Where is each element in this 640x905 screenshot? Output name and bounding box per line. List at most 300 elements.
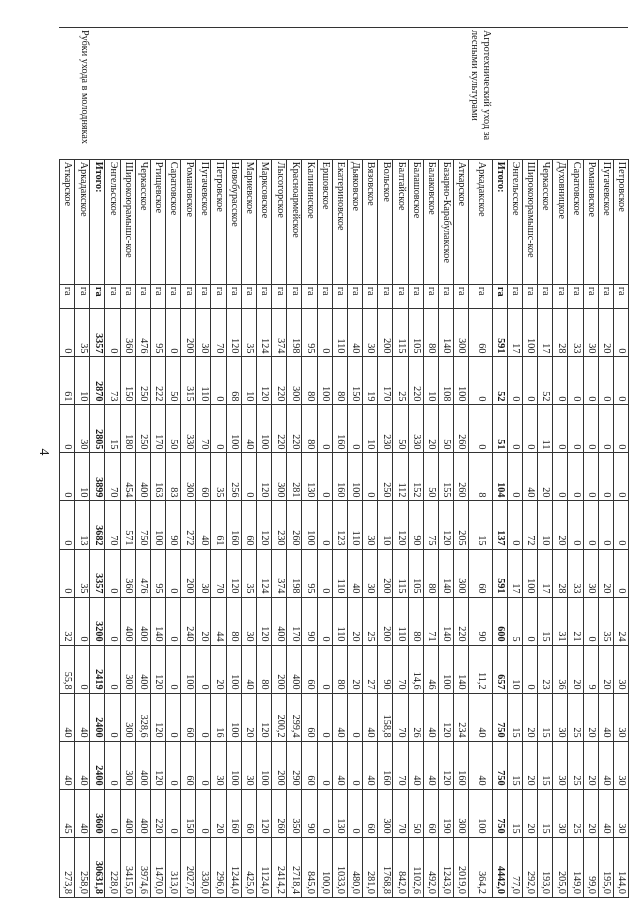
- category-cell: [454, 28, 469, 160]
- value-cell: 140: [438, 309, 453, 357]
- unit-cell: га: [613, 284, 628, 309]
- total-cell: 77,0: [507, 837, 522, 897]
- value-cell: 155: [438, 453, 453, 501]
- category-cell: [507, 28, 522, 160]
- total-cell: 30631,8: [90, 837, 105, 897]
- table-row: [363, 28, 378, 898]
- value-cell: 95: [302, 309, 317, 357]
- value-cell: 30: [241, 741, 256, 789]
- table-row: [211, 28, 226, 898]
- value-cell: 20: [522, 789, 537, 837]
- value-cell: 0: [196, 693, 211, 741]
- value-cell: 60: [363, 789, 378, 837]
- table-row: [196, 28, 211, 898]
- table-row: [166, 28, 181, 898]
- category-cell: [166, 28, 181, 160]
- value-cell: 17: [538, 549, 553, 597]
- value-cell: 0: [583, 453, 598, 501]
- value-cell: 70: [211, 549, 226, 597]
- value-cell: 20: [423, 405, 438, 453]
- value-cell: 40: [408, 741, 423, 789]
- district-cell: Итого:: [492, 159, 507, 284]
- value-cell: 170: [150, 405, 165, 453]
- value-cell: 130: [332, 789, 347, 837]
- total-cell: 292,0: [522, 837, 537, 897]
- category-cell: [423, 28, 438, 160]
- value-cell: 124: [256, 549, 271, 597]
- value-cell: 35: [75, 309, 90, 357]
- value-cell: 80: [256, 645, 271, 693]
- value-cell: 120: [438, 741, 453, 789]
- table-row: [347, 28, 362, 898]
- total-cell: 100,0: [317, 837, 332, 897]
- value-cell: 0: [317, 501, 332, 549]
- value-cell: 0: [613, 549, 628, 597]
- value-cell: 25: [568, 693, 583, 741]
- value-cell: 35: [75, 549, 90, 597]
- total-cell: 1124,0: [256, 837, 271, 897]
- value-cell: 40: [241, 645, 256, 693]
- value-cell: 160: [226, 789, 241, 837]
- value-cell: 70: [393, 789, 408, 837]
- value-cell: 35: [598, 597, 613, 645]
- unit-cell: га: [166, 284, 181, 309]
- table-row: [75, 28, 90, 898]
- value-cell: 260: [272, 789, 287, 837]
- category-cell: [256, 28, 271, 160]
- unit-cell: га: [408, 284, 423, 309]
- value-cell: 260: [454, 405, 469, 453]
- value-cell: 0: [363, 453, 378, 501]
- category-cell: [393, 28, 408, 160]
- value-cell: 70: [105, 501, 120, 549]
- value-cell: 44: [211, 597, 226, 645]
- total-cell: 4442,0: [492, 837, 507, 897]
- value-cell: 0: [613, 357, 628, 405]
- value-cell: 299,4: [287, 693, 302, 741]
- value-cell: 10: [538, 501, 553, 549]
- value-cell: 25: [363, 597, 378, 645]
- value-cell: 105: [408, 309, 423, 357]
- value-cell: 19: [363, 357, 378, 405]
- value-cell: 0: [166, 549, 181, 597]
- value-cell: 591: [492, 309, 507, 357]
- unit-cell: га: [90, 284, 105, 309]
- table-total-row: [492, 28, 507, 898]
- rotated-table-container: [62, 27, 629, 898]
- value-cell: 115: [393, 549, 408, 597]
- value-cell: 120: [226, 549, 241, 597]
- value-cell: 60: [469, 309, 492, 357]
- value-cell: 200: [378, 309, 393, 357]
- table-row: [120, 28, 135, 898]
- value-cell: 137: [492, 501, 507, 549]
- value-cell: 0: [166, 741, 181, 789]
- value-cell: 0: [583, 501, 598, 549]
- unit-cell: га: [75, 284, 90, 309]
- value-cell: 300: [181, 453, 196, 501]
- value-cell: 40: [363, 693, 378, 741]
- value-cell: 256: [226, 453, 241, 501]
- value-cell: 52: [538, 357, 553, 405]
- value-cell: 140: [438, 597, 453, 645]
- value-cell: 15: [507, 789, 522, 837]
- value-cell: 100: [256, 741, 271, 789]
- value-cell: 150: [347, 357, 362, 405]
- value-cell: 230: [272, 501, 287, 549]
- value-cell: 200: [181, 549, 196, 597]
- value-cell: 70: [211, 309, 226, 357]
- value-cell: 0: [317, 453, 332, 501]
- value-cell: 0: [347, 405, 362, 453]
- unit-cell: га: [583, 284, 598, 309]
- value-cell: 80: [332, 357, 347, 405]
- table-row: [507, 28, 522, 898]
- table-row: [59, 28, 74, 898]
- district-cell: Калининское: [302, 159, 317, 284]
- value-cell: 0: [553, 405, 568, 453]
- value-cell: 3357: [90, 309, 105, 357]
- value-cell: 330: [181, 405, 196, 453]
- value-cell: 30: [241, 597, 256, 645]
- value-cell: 120: [256, 357, 271, 405]
- value-cell: 20: [347, 597, 362, 645]
- value-cell: 60: [196, 453, 211, 501]
- value-cell: 20: [522, 693, 537, 741]
- value-cell: 281: [287, 453, 302, 501]
- value-cell: 272: [181, 501, 196, 549]
- value-cell: 0: [317, 405, 332, 453]
- value-cell: 26: [408, 693, 423, 741]
- value-cell: 0: [241, 453, 256, 501]
- total-cell: 1033,0: [332, 837, 347, 897]
- table-row: [538, 28, 553, 898]
- value-cell: 100: [256, 405, 271, 453]
- unit-cell: га: [469, 284, 492, 309]
- value-cell: 40: [332, 741, 347, 789]
- value-cell: 0: [166, 309, 181, 357]
- value-cell: 13: [75, 501, 90, 549]
- value-cell: 40: [598, 693, 613, 741]
- value-cell: 104: [492, 453, 507, 501]
- value-cell: 83: [166, 453, 181, 501]
- value-cell: 100: [226, 645, 241, 693]
- table-row: [302, 28, 317, 898]
- value-cell: 0: [522, 597, 537, 645]
- value-cell: 27: [363, 645, 378, 693]
- value-cell: 100: [226, 693, 241, 741]
- district-cell: Дьяковское: [347, 159, 362, 284]
- value-cell: 2805: [90, 405, 105, 453]
- district-cell: Широкоюрамышс-кое: [522, 159, 537, 284]
- value-cell: 8: [469, 453, 492, 501]
- value-cell: 14,6: [408, 645, 423, 693]
- value-cell: 15: [538, 741, 553, 789]
- value-cell: 90: [469, 597, 492, 645]
- value-cell: 50: [393, 405, 408, 453]
- value-cell: 15: [507, 741, 522, 789]
- value-cell: 21: [568, 597, 583, 645]
- value-cell: 0: [568, 453, 583, 501]
- value-cell: 300: [454, 789, 469, 837]
- unit-cell: га: [378, 284, 393, 309]
- value-cell: 350: [287, 789, 302, 837]
- unit-cell: га: [105, 284, 120, 309]
- value-cell: 0: [59, 405, 74, 453]
- value-cell: 3682: [90, 501, 105, 549]
- category-cell: [226, 28, 241, 160]
- value-cell: 0: [613, 309, 628, 357]
- value-cell: 40: [75, 741, 90, 789]
- unit-cell: га: [507, 284, 522, 309]
- value-cell: 10: [75, 357, 90, 405]
- unit-cell: га: [454, 284, 469, 309]
- unit-cell: га: [181, 284, 196, 309]
- value-cell: 95: [302, 549, 317, 597]
- category-cell: [287, 28, 302, 160]
- total-cell: 492,0: [423, 837, 438, 897]
- value-cell: 600: [492, 597, 507, 645]
- value-cell: 0: [59, 309, 74, 357]
- value-cell: 140: [454, 645, 469, 693]
- total-cell: 842,0: [393, 837, 408, 897]
- value-cell: 250: [135, 357, 150, 405]
- value-cell: 20: [598, 549, 613, 597]
- table-row: [598, 28, 613, 898]
- value-cell: 61: [211, 501, 226, 549]
- unit-cell: га: [347, 284, 362, 309]
- value-cell: 300: [378, 789, 393, 837]
- value-cell: 400: [135, 741, 150, 789]
- total-cell: 3974,6: [135, 837, 150, 897]
- unit-cell: га: [393, 284, 408, 309]
- district-cell: Мариевское: [241, 159, 256, 284]
- value-cell: 50: [438, 405, 453, 453]
- value-cell: 120: [438, 501, 453, 549]
- district-cell: Аткарское: [59, 159, 74, 284]
- value-cell: 170: [378, 357, 393, 405]
- value-cell: 120: [256, 453, 271, 501]
- district-cell: Романовское: [583, 159, 598, 284]
- value-cell: 100: [522, 549, 537, 597]
- value-cell: 3357: [90, 549, 105, 597]
- table-row: [135, 28, 150, 898]
- value-cell: 120: [393, 501, 408, 549]
- value-cell: 90: [302, 789, 317, 837]
- value-cell: 90: [408, 501, 423, 549]
- value-cell: 15: [538, 693, 553, 741]
- value-cell: 190: [438, 789, 453, 837]
- district-cell: Марксовское: [256, 159, 271, 284]
- value-cell: 220: [272, 357, 287, 405]
- value-cell: 476: [135, 309, 150, 357]
- value-cell: 400: [272, 597, 287, 645]
- value-cell: 11: [538, 405, 553, 453]
- table-total-row: [90, 28, 105, 898]
- district-cell: Аркадакское: [75, 159, 90, 284]
- value-cell: 73: [105, 357, 120, 405]
- value-cell: 32: [59, 597, 74, 645]
- value-cell: 17: [507, 309, 522, 357]
- category-cell: [59, 28, 74, 160]
- page-number: 4: [36, 448, 51, 456]
- total-cell: 228,0: [105, 837, 120, 897]
- value-cell: 40: [332, 693, 347, 741]
- value-cell: 50: [408, 789, 423, 837]
- table-row: [423, 28, 438, 898]
- value-cell: 100: [469, 789, 492, 837]
- value-cell: 30: [211, 741, 226, 789]
- value-cell: 0: [166, 597, 181, 645]
- table-row: [272, 28, 287, 898]
- value-cell: 0: [317, 789, 332, 837]
- category-cell: [613, 28, 628, 160]
- unit-cell: га: [287, 284, 302, 309]
- value-cell: 0: [105, 597, 120, 645]
- value-cell: 40: [522, 453, 537, 501]
- table-row: [256, 28, 271, 898]
- unit-cell: га: [317, 284, 332, 309]
- value-cell: 0: [583, 597, 598, 645]
- value-cell: 23: [538, 645, 553, 693]
- value-cell: 20: [241, 693, 256, 741]
- value-cell: 330: [408, 405, 423, 453]
- value-cell: 0: [522, 405, 537, 453]
- district-cell: Саратовское: [166, 159, 181, 284]
- district-cell: Черкасское: [135, 159, 150, 284]
- value-cell: 300: [120, 741, 135, 789]
- value-cell: 160: [332, 405, 347, 453]
- value-cell: 20: [553, 501, 568, 549]
- value-cell: 0: [598, 357, 613, 405]
- value-cell: 0: [522, 357, 537, 405]
- value-cell: 750: [492, 741, 507, 789]
- value-cell: 60: [302, 645, 317, 693]
- value-cell: 0: [105, 789, 120, 837]
- value-cell: 11,2: [469, 645, 492, 693]
- value-cell: 20: [522, 741, 537, 789]
- value-cell: 20: [583, 693, 598, 741]
- value-cell: 40: [423, 741, 438, 789]
- district-cell: Лысогорское: [272, 159, 287, 284]
- value-cell: 30: [613, 645, 628, 693]
- value-cell: 20: [538, 453, 553, 501]
- value-cell: 100: [347, 453, 362, 501]
- value-cell: 260: [454, 453, 469, 501]
- value-cell: 2400: [90, 741, 105, 789]
- value-cell: 0: [75, 645, 90, 693]
- value-cell: 750: [135, 501, 150, 549]
- value-cell: 15: [538, 597, 553, 645]
- unit-cell: га: [59, 284, 74, 309]
- value-cell: 30: [196, 309, 211, 357]
- category-cell: [120, 28, 135, 160]
- value-cell: 200: [378, 597, 393, 645]
- value-cell: 60: [181, 741, 196, 789]
- unit-cell: га: [272, 284, 287, 309]
- district-cell: Базарно-Карабулакское: [438, 159, 453, 284]
- value-cell: 300: [272, 453, 287, 501]
- value-cell: 30: [363, 501, 378, 549]
- district-cell: Петровское: [211, 159, 226, 284]
- unit-cell: га: [553, 284, 568, 309]
- value-cell: 95: [150, 309, 165, 357]
- unit-cell: га: [211, 284, 226, 309]
- value-cell: 70: [393, 741, 408, 789]
- value-cell: 230: [378, 405, 393, 453]
- value-cell: 476: [135, 549, 150, 597]
- value-cell: 110: [393, 597, 408, 645]
- total-cell: 1243,0: [438, 837, 453, 897]
- value-cell: 80: [302, 357, 317, 405]
- table-row: [454, 28, 469, 898]
- total-cell: 364,2: [469, 837, 492, 897]
- value-cell: 400: [287, 645, 302, 693]
- table-row: [150, 28, 165, 898]
- value-cell: 110: [347, 501, 362, 549]
- value-cell: 120: [150, 741, 165, 789]
- category-cell: [408, 28, 423, 160]
- value-cell: 120: [150, 645, 165, 693]
- value-cell: 591: [492, 549, 507, 597]
- value-cell: 110: [196, 357, 211, 405]
- value-cell: 50: [166, 357, 181, 405]
- value-cell: 454: [120, 453, 135, 501]
- value-cell: 0: [59, 549, 74, 597]
- value-cell: 20: [347, 645, 362, 693]
- value-cell: 300: [120, 693, 135, 741]
- value-cell: 124: [256, 309, 271, 357]
- table-row: [317, 28, 332, 898]
- value-cell: 0: [507, 357, 522, 405]
- value-cell: 20: [568, 645, 583, 693]
- rotated-table-frame: [62, 27, 629, 898]
- value-cell: 0: [317, 741, 332, 789]
- value-cell: 20: [211, 645, 226, 693]
- value-cell: 315: [181, 357, 196, 405]
- value-cell: 80: [332, 645, 347, 693]
- value-cell: 28: [553, 549, 568, 597]
- value-cell: 51: [492, 405, 507, 453]
- value-cell: 374: [272, 549, 287, 597]
- value-cell: 200: [181, 309, 196, 357]
- total-cell: 330,0: [196, 837, 211, 897]
- district-cell: Энгельсское: [105, 159, 120, 284]
- unit-cell: га: [598, 284, 613, 309]
- table-row: [393, 28, 408, 898]
- value-cell: 70: [393, 645, 408, 693]
- table-row: [226, 28, 241, 898]
- value-cell: 100: [454, 357, 469, 405]
- value-cell: 30: [613, 741, 628, 789]
- value-cell: 30: [583, 549, 598, 597]
- value-cell: 198: [287, 549, 302, 597]
- value-cell: 0: [469, 405, 492, 453]
- unit-cell: га: [256, 284, 271, 309]
- value-cell: 10: [241, 357, 256, 405]
- value-cell: 0: [196, 789, 211, 837]
- category-cell: [150, 28, 165, 160]
- value-cell: 20: [583, 741, 598, 789]
- value-cell: 300: [454, 549, 469, 597]
- total-cell: 99,0: [583, 837, 598, 897]
- value-cell: 170: [287, 597, 302, 645]
- value-cell: 120: [256, 597, 271, 645]
- value-cell: 90: [302, 597, 317, 645]
- unit-cell: га: [332, 284, 347, 309]
- category-cell: [378, 28, 393, 160]
- total-cell: 296,0: [211, 837, 226, 897]
